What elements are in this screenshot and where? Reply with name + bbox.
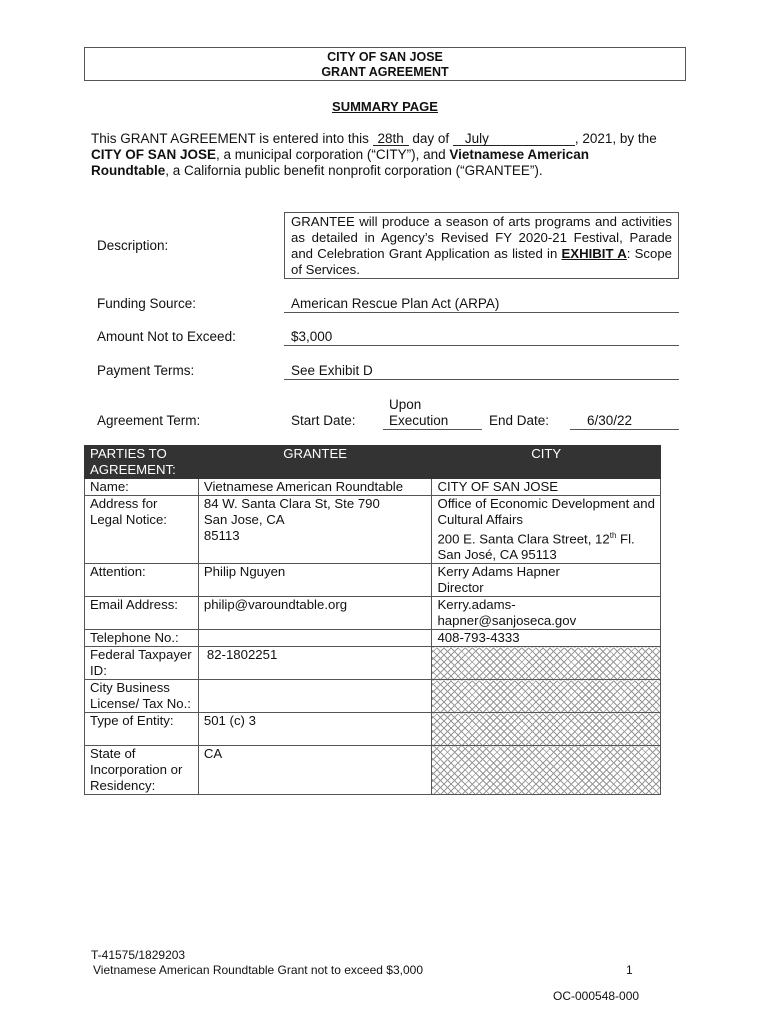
table-row: City Business License/ Tax No.: <box>85 680 661 713</box>
table-row: Name: Vietnamese American Roundtable CITY OF SAN JOSE <box>85 479 661 496</box>
exhibit-a-ref: EXHIBIT A <box>561 246 627 261</box>
hatched-cell <box>432 713 661 746</box>
table-row: Attention: Philip Nguyen Kerry Adams Hapner Director <box>85 564 661 597</box>
intro-paragraph: This GRANT AGREEMENT is entered into this 28th day of July , 2021, by the CITY OF SAN JOSE, a municipal corporation (“CITY”), and Vietnamese American Roundtable, a California public benefit nonprofit corporation (“GRANTEE”). <box>91 131 657 178</box>
footer-ref-number: OC-000548-000 <box>553 989 640 1003</box>
document-title-box <box>84 47 686 81</box>
hatched-cell <box>432 746 661 795</box>
agreement-month: July <box>453 132 575 146</box>
amount-label: Amount Not to Exceed: <box>97 329 236 344</box>
grantee-column-header: GRANTEE <box>198 446 432 479</box>
title-line-1: CITY OF SAN JOSE <box>327 50 443 64</box>
table-row: Type of Entity: 501 (c) 3 <box>85 713 661 746</box>
description-label: Description: <box>97 238 169 253</box>
table-row: Telephone No.: 408-793-4333 <box>85 630 661 647</box>
footer-doc-desc: Vietnamese American Roundtable Grant not to exceed $3,000 <box>93 963 423 977</box>
agreement-day: 28th <box>373 132 409 146</box>
summary-page-heading: SUMMARY PAGE <box>332 99 438 114</box>
funding-label: Funding Source: <box>97 296 197 311</box>
city-party-name: CITY OF SAN JOSE <box>91 147 217 162</box>
parties-table <box>84 445 661 795</box>
parties-header-label: PARTIES TO AGREEMENT: <box>85 446 199 479</box>
table-row: Address for Legal Notice: 84 W. Santa Clara St, Ste 790 San Jose, CA 85113 Office of Economic Development and Cultural Affairs 200 E. Santa Clara Street, 12th Fl. San José, CA 95113 <box>85 496 661 564</box>
end-date-value: 6/30/22 <box>570 413 679 430</box>
grantee-party-name-1: Vietnamese American <box>449 147 589 162</box>
payment-label: Payment Terms: <box>97 363 195 378</box>
city-column-header: CITY <box>432 446 661 479</box>
hatched-cell <box>432 680 661 713</box>
funding-value: American Rescue Plan Act (ARPA) <box>284 296 679 313</box>
description-box: GRANTEE will produce a season of arts programs and activities as detailed in Agency’s Revised FY 2020-21 Festival, Parade and Celebration Grant Application as listed in EXHIBIT A: Scope of Services. <box>284 212 679 279</box>
hatched-cell <box>432 647 661 680</box>
payment-value: See Exhibit D <box>284 363 679 380</box>
page-number: 1 <box>626 963 633 977</box>
term-label: Agreement Term: <box>97 413 201 428</box>
parties-header-row <box>85 446 661 479</box>
start-date-value: Upon Execution <box>383 397 482 430</box>
title-line-2: GRANT AGREEMENT <box>321 65 449 79</box>
start-date-label: Start Date: <box>291 413 356 428</box>
end-date-label: End Date: <box>489 413 550 428</box>
amount-value: $3,000 <box>284 329 679 346</box>
table-row: Email Address: philip@varoundtable.org Kerry.adams- hapner@sanjoseca.gov <box>85 597 661 630</box>
table-row: State of Incorporation or Residency: CA <box>85 746 661 795</box>
table-row: Federal Taxpayer ID: 82-1802251 <box>85 647 661 680</box>
grantee-party-name-2: Roundtable <box>91 163 166 178</box>
footer-doc-id: T-41575/1829203 <box>91 948 186 962</box>
